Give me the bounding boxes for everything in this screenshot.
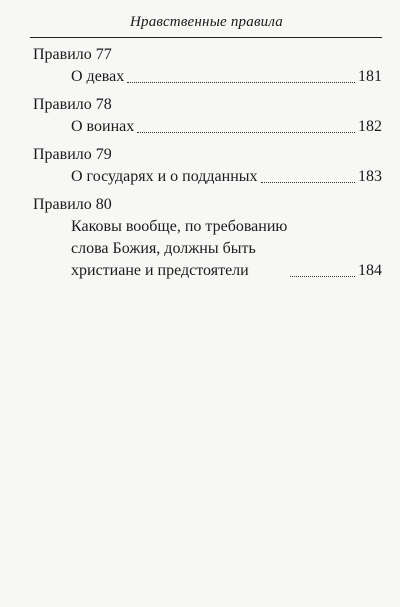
- entry-title-line: христиане и предстоятели: [71, 262, 249, 279]
- running-head: Нравственные правила: [130, 14, 283, 30]
- header-rule: [30, 37, 382, 38]
- page-number: 182: [358, 118, 382, 135]
- toc-entry-80: [33, 216, 382, 282]
- rule-heading-79: Правило 79: [33, 146, 112, 163]
- dot-leader: [137, 132, 355, 133]
- toc-entry-78: [33, 116, 382, 138]
- rule-heading-77: Правило 77: [33, 46, 112, 63]
- page-number: 184: [358, 262, 382, 279]
- dot-leader: [127, 82, 355, 83]
- entry-title: О девах: [71, 68, 125, 85]
- rule-heading-78: Правило 78: [33, 96, 112, 113]
- toc-entry-77: [33, 66, 382, 88]
- entry-title-line: Каковы вообще, по требованию: [71, 218, 288, 235]
- entry-title: О воинах: [71, 118, 135, 135]
- toc-entry-79: [33, 166, 382, 188]
- page-number: 181: [358, 68, 382, 85]
- entry-title-line: слова Божия, должны быть: [71, 240, 256, 257]
- dot-leader: [290, 276, 355, 277]
- page-number: 183: [358, 168, 382, 185]
- rule-heading-80: Правило 80: [33, 196, 112, 213]
- table-of-contents: [33, 44, 382, 282]
- dot-leader: [261, 182, 355, 183]
- entry-title: О государях и о подданных: [71, 168, 258, 185]
- entry-title-multiline: [71, 216, 287, 282]
